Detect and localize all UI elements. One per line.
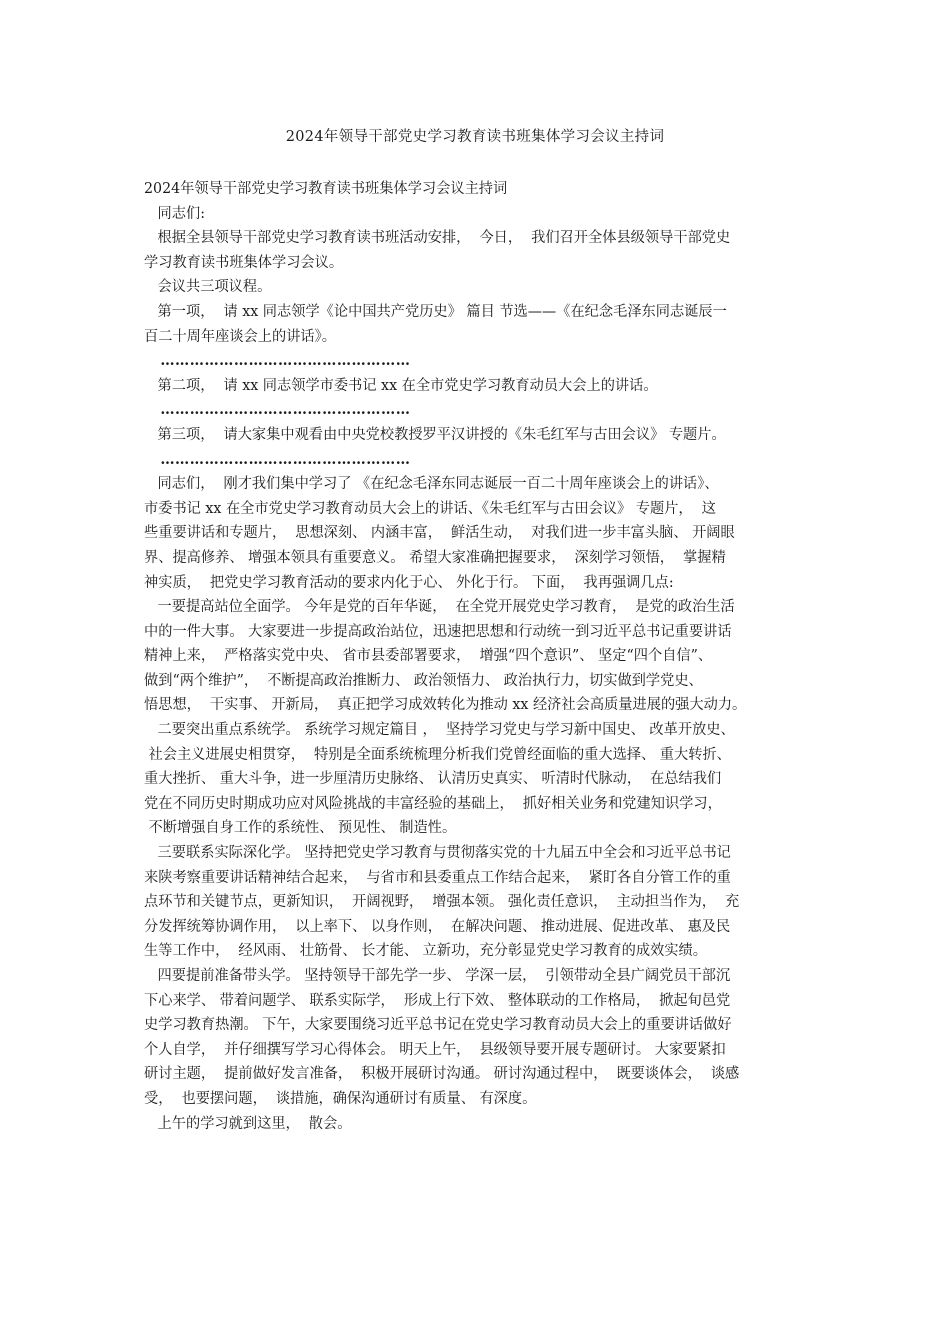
text-line: 重大挫折、 重大斗争，进一步厘清历史脉络、 认清历史真实、 听清时代脉动， 在总结我们 bbox=[144, 771, 722, 788]
text-line: 受， 也要摆问题， 谈措施，确保沟通研讨有质量、 有深度。 bbox=[144, 1090, 537, 1107]
document-body bbox=[144, 177, 819, 1136]
text-line: 三要联系实际深化学。 坚持把党史学习教育与贯彻落实党的十九届五中全会和习近平总书记 bbox=[144, 845, 731, 862]
text-line: 中的一件大事。 大家要进一步提高政治站位，迅速把思想和行动统一到习近平总书记重要讲话 bbox=[144, 623, 732, 640]
text-line: 神实质， 把党史学习教育活动的要求内化于心、 外化于行。 下面， 我再强调几点: bbox=[144, 574, 674, 591]
text-line: …………………………………………… bbox=[144, 352, 411, 370]
text-line: 精神上来， 严格落实党中央、 省市县委部署要求， 增强“四个意识”、 坚定“四个自信”、 bbox=[144, 648, 713, 665]
text-line: 同志们， 刚才我们集中学习了 《在纪念毛泽东同志诞辰一百二十周年座谈会上的讲话》、 bbox=[144, 476, 719, 493]
text-line: 界、提高修养、 增强本领具有重要意义。 希望大家准确把握要求， 深刻学习领悟， 掌握精 bbox=[144, 549, 726, 566]
text-line: 2024年领导干部党史学习教育读书班集体学习会议主持词 bbox=[144, 181, 508, 197]
text-line: 来陕考察重要讲话精神结合起来， 与省市和县委重点工作结合起来， 紧盯各自分管工作的重 bbox=[144, 869, 731, 886]
text-line: 第三项， 请大家集中观看由中央党校教授罗平汉讲授的《朱毛红军与古田会议》 专题片。 bbox=[144, 426, 726, 443]
text-line: 下心来学、 带着问题学、 联系实际学， 形成上行下效、 整体联动的工作格局， 掀起旬邑党 bbox=[144, 992, 731, 1009]
document-title: 2024年领导干部党史学习教育读书班集体学习会议主持词 bbox=[285, 129, 665, 145]
text-line: 研讨主题， 提前做好发言准备， 积极开展研讨沟通。 研讨沟通过程中， 既要谈体会， 谈感 bbox=[144, 1066, 740, 1083]
text-line: 社会主义进展史相贯穿， 特别是全面系统梳理分析我们党曾经面临的重大选择、 重大转折、 bbox=[144, 746, 731, 763]
text-line: 第一项， 请 xx 同志领学《论中国共产党历史》 篇目 节选——《在纪念毛泽东同志诞辰一 bbox=[144, 303, 727, 320]
text-line: 不断增强自身工作的系统性、 预见性、 制造性。 bbox=[144, 820, 457, 837]
text-line: 根据全县领导干部党史学习教育读书班活动安排， 今日， 我们召开全体县级领导干部党史 bbox=[144, 230, 731, 247]
text-line: 做到“两个维护”， 不断提高政治推断力、 政治领悟力、 政治执行力，切实做到学党史、 bbox=[144, 672, 703, 689]
text-line: 上午的学习就到这里， 散会。 bbox=[144, 1115, 352, 1132]
text-line: 点环节和关键节点，更新知识， 开阔视野， 增强本领。 强化责任意识， 主动担当作为， 充 bbox=[144, 894, 740, 911]
text-line: 悟思想， 干实事、 开新局， 真正把学习成效转化为推动 xx 经济社会高质量进展的强大动力。 bbox=[144, 697, 747, 714]
text-line: …………………………………………… bbox=[144, 450, 411, 468]
text-line: 分发挥统筹协调作用， 以上率下、 以身作则， 在解决问题、 推动进展、促进改革、 惠及民 bbox=[144, 918, 731, 935]
text-line: 些重要讲话和专题片， 思想深刻、 内涵丰富， 鲜活生动， 对我们进一步丰富头脑、 开阔眼 bbox=[144, 525, 735, 542]
text-line: 学习教育读书班集体学习会议。 bbox=[144, 254, 344, 271]
text-line: 市委书记 xx 在全市党史学习教育动员大会上的讲话、《朱毛红军与古田会议》 专题片， 这 bbox=[144, 500, 716, 517]
text-line: 四要提前准备带头学。 坚持领导干部先学一步、 学深一层， 引领带动全县广阔党员干部沉 bbox=[144, 968, 731, 984]
text-line: 党在不同历史时期成功应对风险挑战的丰富经验的基础上， 抓好相关业务和党建知识学习， bbox=[144, 795, 722, 812]
text-line: 史学习教育热潮。 下午，大家要围绕习近平总书记在党史学习教育动员大会上的重要讲话做好 bbox=[144, 1017, 732, 1034]
text-line: 百二十周年座谈会上的讲话》。 bbox=[144, 328, 336, 345]
text-line: 同志们: bbox=[144, 205, 206, 222]
text-line: 会议共三项议程。 bbox=[144, 279, 272, 296]
text-line: 一要提高站位全面学。 今年是党的百年华诞， 在全党开展党史学习教育， 是党的政治生活 bbox=[144, 599, 735, 616]
text-line: 二要突出重点系统学。 系统学习规定篇目 ， 坚持学习党史与学习新中国史、 改革开放史、 bbox=[144, 722, 735, 739]
text-line: 第二项， 请 xx 同志领学市委书记 xx 在全市党史学习教育动员大会上的讲话。 bbox=[144, 377, 658, 394]
text-line: 个人自学， 并仔细撰写学习心得体会。 明天上午， 县级领导要开展专题研讨。 大家要紧扣 bbox=[144, 1041, 726, 1058]
text-line: 生等工作中， 经风雨、 壮筋骨、 长才能、 立新功，充分彰显党史学习教育的成效实绩。 bbox=[144, 943, 707, 960]
text-line: …………………………………………… bbox=[144, 401, 411, 419]
